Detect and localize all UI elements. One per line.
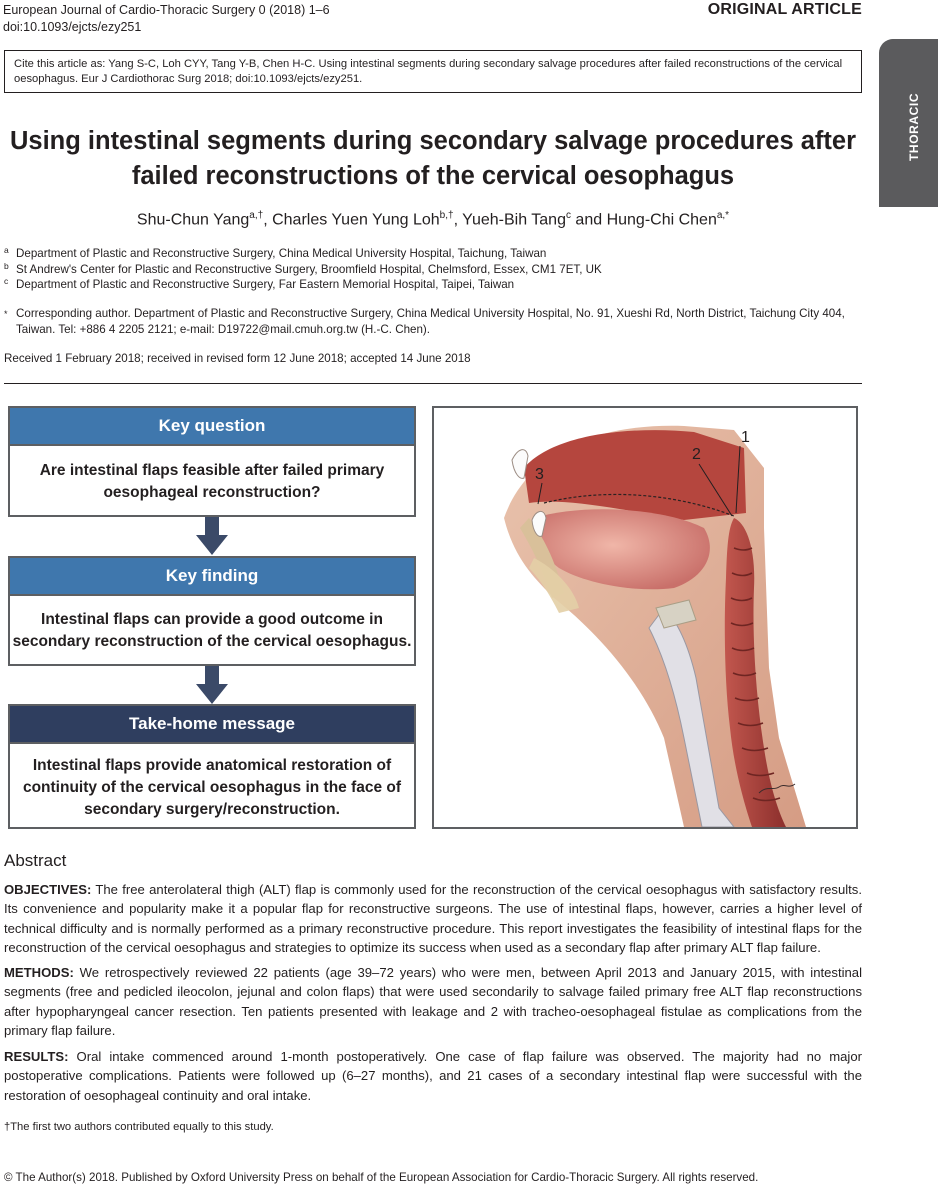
affiliation-text: St Andrew's Center for Plastic and Reconstructive Surgery, Broomfield Hospital, Chelmsford, Essex, CM1 7ET, UK [16, 263, 602, 276]
take-home-line: continuity of the cervical oesophagus in the face of [22, 779, 402, 796]
throat-anatomy-drawing [434, 408, 856, 827]
received-dates: Received 1 February 2018; received in revised form 12 June 2018; accepted 14 June 2018 [4, 352, 471, 365]
take-home-header: Take-home message [8, 704, 416, 744]
anatomical-illustration [432, 406, 858, 829]
corresponding-mark: * [4, 309, 8, 319]
author-affiliation-mark: a,† [249, 210, 264, 221]
affiliation-mark: c [4, 276, 9, 286]
author-list [4, 205, 862, 231]
author-affiliation-mark: b,† [439, 210, 454, 221]
author-name: Yueh-Bih Tang [462, 211, 566, 229]
author-affiliation-mark: c [565, 210, 571, 221]
illustration-label-1: 1 [741, 429, 750, 446]
key-question-line: Are intestinal flaps feasible after failed primary [39, 462, 385, 479]
affiliation-text: Department of Plastic and Reconstructive Surgery, Far Eastern Memorial Hospital, Taipei, Taiwan [16, 278, 515, 291]
take-home-text [12, 755, 412, 821]
author-separator: , [453, 211, 463, 229]
author-affiliation-mark: a,* [716, 210, 730, 221]
header-divider [4, 383, 862, 384]
abstract-heading: Abstract [4, 851, 67, 870]
down-arrow-icon [196, 517, 228, 557]
objectives-label: OBJECTIVES: [4, 882, 92, 897]
key-question-header: Key question [8, 406, 416, 446]
key-finding-header: Key finding [8, 556, 416, 596]
key-finding-text [12, 609, 412, 653]
corresponding-text: Corresponding author. Department of Plastic and Reconstructive Surgery, China Medical University Hospital, No. 91, Xueshi Rd, North District, Taichung City 404, Taiwan. Tel: +886 4 2205 2121; e-mail: D19722@mail.cmuh.org.tw (H.-C. Chen). [16, 307, 845, 336]
illustration-label-3: 3 [535, 466, 544, 483]
section-tab-label: THORACIC [907, 92, 921, 162]
article-type-label: ORIGINAL ARTICLE [707, 1, 862, 18]
author-name: Charles Yuen Yung Loh [272, 211, 440, 229]
results-paragraph [4, 1047, 862, 1105]
down-arrow-icon [196, 666, 228, 706]
objectives-paragraph [4, 880, 862, 958]
copyright-notice: © The Author(s) 2018. Published by Oxford University Press on behalf of the European Association for Cardio-Thoracic Surgery. All rights reserved. [4, 1171, 759, 1184]
author-separator: , [263, 211, 273, 229]
author-name: Shu-Chun Yang [136, 211, 250, 229]
title-line-2: failed reconstructions of the cervical oesophagus [131, 162, 735, 190]
title-line-1: Using intestinal segments during secondary salvage procedures after [9, 127, 856, 155]
doi-line: doi:10.1093/ejcts/ezy251 [3, 20, 142, 34]
methods-text: We retrospectively reviewed 22 patients (age 39–72 years) who were men, between April 2013 and January 2015, with intestinal segments (free and pedicled ileocolon, jejunal and colon flaps) that were used secondarily to salvage failed primary free ALT flap reconstructions after hypopharyngeal cancer resection. Ten patients presented with leakage and 2 with tracheo-oesophageal fistulae as complications from the primary flap failure. [4, 965, 862, 1039]
author-separator: and [570, 211, 607, 229]
journal-info [3, 2, 330, 36]
take-home-line: Intestinal flaps provide anatomical restoration of [32, 757, 392, 774]
methods-label: METHODS: [4, 965, 74, 980]
take-home-line: secondary surgery/reconstruction. [84, 801, 340, 818]
results-label: RESULTS: [4, 1049, 69, 1064]
key-finding-line: secondary reconstruction of the cervical oesophagus. [12, 633, 412, 650]
article-title [4, 124, 862, 194]
author-name: Hung-Chi Chen [606, 211, 717, 229]
affiliation-mark: b [4, 261, 9, 271]
illustration-label-2: 2 [692, 446, 701, 463]
affiliation-mark: a [4, 245, 9, 255]
key-question-text [12, 460, 412, 504]
results-text: Oral intake commenced around 1-month postoperatively. One case of flap failure was observed. The majority had no major postoperative complications. Patients were followed up (6–27 months), and 21 cases of a secondary intestinal flap were successful with the restoration of oesophageal continuity and oral intake. [4, 1049, 862, 1103]
affiliation-text: Department of Plastic and Reconstructive Surgery, China Medical University Hospital, Taichung, Taiwan [16, 247, 547, 260]
key-question-line: oesophageal reconstruction? [103, 484, 321, 501]
journal-citation-line: European Journal of Cardio-Thoracic Surgery 0 (2018) 1–6 [3, 3, 330, 17]
methods-paragraph [4, 963, 862, 1041]
objectives-text: The free anterolateral thigh (ALT) flap is commonly used for the reconstruction of the cervical oesophagus with satisfactory results. Its convenience and popularity make it a popular flap for reconstructive surgeons. The use of intestinal flaps, however, carries a higher level of technical difficulty and is normally performed as a primary reconstructive procedure. This report investigates the feasibility of intestinal flaps for the reconstruction of the cervical oesophagus and strategies to optimize its success when used as a secondary flap after primary ALT flap failure. [4, 882, 862, 956]
key-finding-line: Intestinal flaps can provide a good outcome in [41, 611, 383, 628]
citation-box: Cite this article as: Yang S-C, Loh CYY, Tang Y-B, Chen H-C. Using intestinal segments during secondary salvage procedures after failed reconstructions of the cervical oesophagus. Eur J Cardiothorac Surg 2018; doi:10.1093/ejcts/ezy251. [4, 50, 862, 93]
author-footnote: †The first two authors contributed equally to this study. [4, 1121, 274, 1133]
